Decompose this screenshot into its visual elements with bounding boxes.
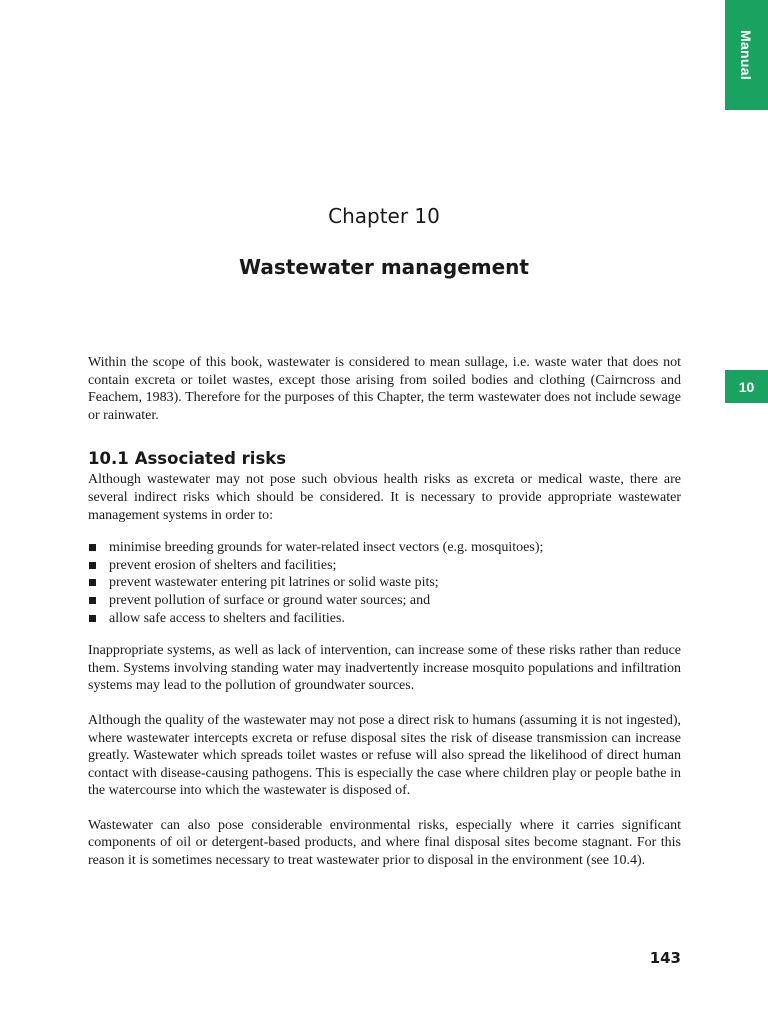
square-bullet-icon xyxy=(89,562,96,569)
body-content xyxy=(88,354,681,870)
list-item: prevent pollution of surface or ground water sources; and xyxy=(88,592,681,610)
list-item: prevent erosion of shelters and facilities; xyxy=(88,557,681,575)
section-lead-paragraph: Although wastewater may not pose such obvious health risks as excreta or medical waste, there are several indirect risks which should be considered. It is necessary to provide appropriate wastewater management systems in order to: xyxy=(88,472,681,523)
square-bullet-icon xyxy=(89,579,96,586)
list-item: allow safe access to shelters and facilities. xyxy=(88,610,681,628)
intro-paragraph: Within the scope of this book, wastewater is considered to mean sullage, i.e. waste water that does not contain excreta or toilet wastes, except those arising from soiled bodies and clothing (Cairncross and Feachem, 1983). Therefore for the purposes of this Chapter, the term wastewater does not include sewage or rainwater. xyxy=(88,355,681,423)
list-item: minimise breeding grounds for water-related insect vectors (e.g. mosquitoes); xyxy=(88,539,681,557)
section-title: Associated risks xyxy=(134,449,287,469)
list-item: prevent wastewater entering pit latrines or solid waste pits; xyxy=(88,574,681,592)
body-paragraph: Although the quality of the wastewater may not pose a direct risk to humans (assuming it is not ingested), where wastewater intercepts excreta or refuse disposal sites the risk of disease transmission can increase greatly. Wastewater which spreads toilet wastes or refuse will also spread the likelihood of direct human contact with disease-causing pathogens. This is especially the case where children play or people bathe in the watercourse into which the wastewater is disposed of. xyxy=(88,712,681,799)
page-number: 143 xyxy=(649,949,681,967)
square-bullet-icon xyxy=(89,597,96,604)
risk-list xyxy=(88,539,681,627)
body-paragraph: Wastewater can also pose considerable environmental risks, especially where it carries significant components of oil or detergent-based products, and where final disposal sites become stagnant. For this reason it is sometimes necessary to treat wastewater prior to disposal in the environment (see 10.4). xyxy=(88,817,681,869)
square-bullet-icon xyxy=(89,544,96,551)
chapter-number-tab: 10 xyxy=(725,370,768,403)
square-bullet-icon xyxy=(89,615,96,622)
manual-tab-label: Manual xyxy=(738,29,755,81)
body-paragraph: Inappropriate systems, as well as lack of intervention, can increase some of these risks rather than reduce them. Systems involving standing water may inadvertently increase mosquito populations and infiltration systems may lead to the pollution of groundwater sources. xyxy=(88,643,681,694)
section-number: 10.1 xyxy=(88,449,129,469)
chapter-label: Chapter 10 xyxy=(328,204,440,228)
section-heading xyxy=(88,448,681,470)
chapter-title: Wastewater management xyxy=(239,255,529,279)
manual-side-tab xyxy=(725,0,768,110)
